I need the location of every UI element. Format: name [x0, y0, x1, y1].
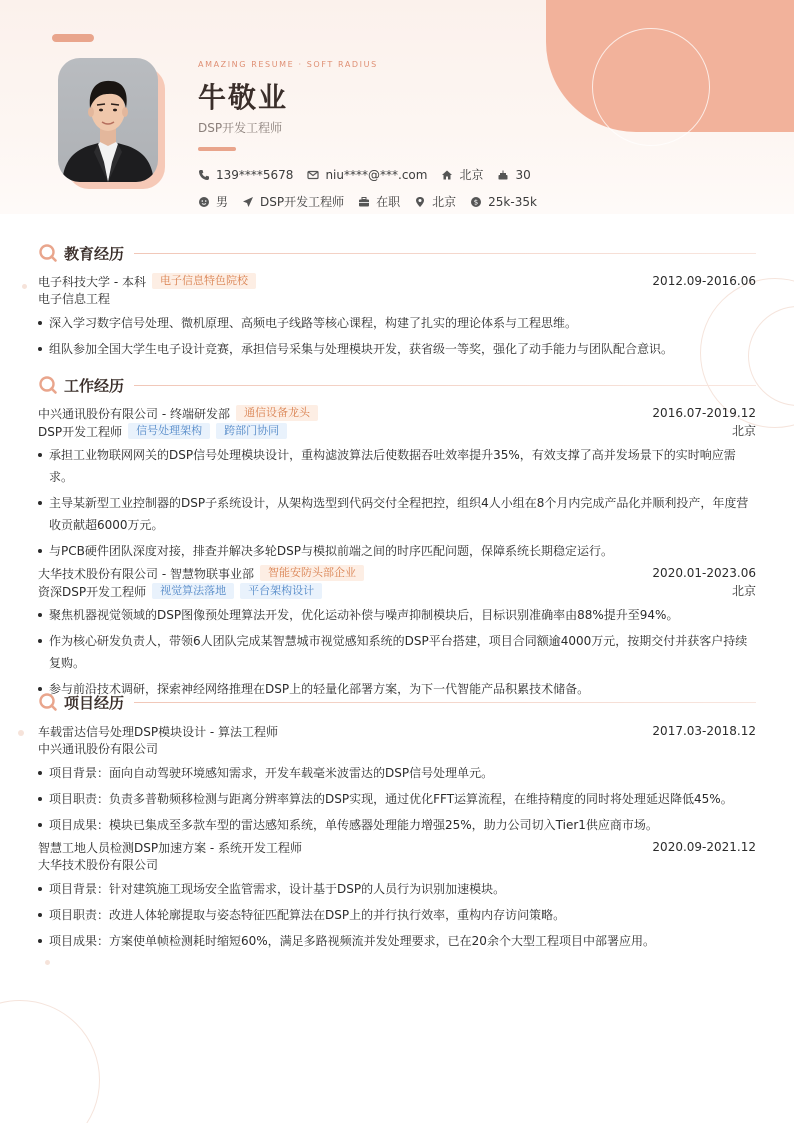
job-city: 北京 — [731, 424, 756, 438]
resume-tagline: AMAZING RESUME · SOFT RADIUS — [198, 60, 378, 69]
project-name: 智慧工地人员检测DSP加速方案 - 系统开发工程师 — [38, 840, 303, 855]
list-item: 与PCB硬件团队深度对接，排查并解决多轮DSP与模拟前端之间的时序匹配问题，保障系统长期稳定运行。 — [38, 540, 756, 562]
section-search-icon — [38, 692, 58, 712]
list-item: 承担工业物联网网关的DSP信号处理模块设计，重构滤波算法后使数据吞吐效率提升35%，有效支撑了高并发场景下的实时响应需求。 — [38, 444, 756, 488]
section-divider — [134, 385, 756, 386]
age-item — [497, 168, 530, 182]
project-period: 2020.09-2021.12 — [652, 840, 756, 854]
intended-city-text: 北京 — [432, 195, 457, 209]
list-item: 项目背景：面向自动驾驶环境感知需求，开发车载毫米波雷达的DSP信号处理单元。 — [38, 762, 756, 784]
list-item: 深入学习数字信号处理、微机原理、高频电子线路等核心课程，构建了扎实的理论体系与工程思维。 — [38, 312, 756, 334]
salary-text: 25k-35k — [488, 194, 537, 209]
company-name: 大华技术股份有限公司 - 智慧物联事业部 — [38, 566, 254, 581]
projects-section-header — [38, 691, 756, 713]
target-job-title: DSP开发工程师 — [198, 121, 283, 135]
svg-text:$: $ — [473, 198, 479, 207]
candidate-name: 牛敬业 — [198, 81, 289, 114]
job-bullets — [38, 604, 756, 700]
list-item: 参与前沿技术调研，探索神经网络推理在DSP上的轻量化部署方案，为下一代智能产品积累技术储备。 — [38, 678, 756, 700]
school-name: 电子科技大学 - 本科 — [38, 274, 146, 289]
project-company: 中兴通讯股份有限公司 — [38, 742, 159, 756]
job-city: 北京 — [731, 584, 756, 598]
list-item: 项目背景：针对建筑施工现场安全监管需求，设计基于DSP的人员行为识别加速模块。 — [38, 878, 756, 900]
hometown-text: 北京 — [459, 168, 484, 182]
intended-city-item — [414, 193, 456, 210]
list-item: 项目成果：方案使单帧检测耗时缩短60%，满足多路视频流并发处理要求，已在20余个大型工程项目中部署应用。 — [38, 930, 756, 952]
intended-job-item — [242, 193, 344, 210]
project-entry-header — [38, 838, 756, 856]
skill-tag: 信号处理架构 — [128, 423, 210, 439]
company-tag: 智能安防头部企业 — [260, 565, 364, 581]
work-section-header — [38, 374, 756, 396]
section-search-icon — [38, 375, 58, 395]
list-item: 项目职责：负责多普勒频移检测与距离分辨率算法的DSP实现，通过优化FFT运算流程，在维持精度的同时将处理延迟降低45%。 — [38, 788, 756, 810]
name-accent-bar — [198, 147, 236, 151]
skill-tag: 跨部门协同 — [216, 423, 287, 439]
briefcase-icon — [358, 196, 370, 208]
job-period: 2016.07-2019.12 — [652, 406, 756, 420]
project-name: 车载雷达信号处理DSP模块设计 - 算法工程师 — [38, 724, 279, 739]
header-decor-ring — [592, 28, 710, 146]
skill-tag: 视觉算法落地 — [152, 583, 234, 599]
list-item: 主导某新型工业控制器的DSP子系统设计，从架构选型到代码交付全程把控，组织4人小组在8个月内完成产品化并顺利投产，年度营收贡献超6000万元。 — [38, 492, 756, 536]
salary-item — [470, 195, 537, 209]
section-search-icon — [38, 243, 58, 263]
education-section — [38, 242, 756, 360]
job-position-row — [38, 422, 756, 440]
home-icon — [441, 169, 453, 181]
header-accent-pill — [52, 34, 94, 42]
decor-ring-bottom-left — [0, 1000, 100, 1123]
projects-section — [38, 691, 756, 952]
intended-job-text: DSP开发工程师 — [260, 195, 345, 209]
decor-dot — [22, 284, 27, 289]
resume-header — [0, 0, 794, 214]
contact-info-row — [198, 166, 545, 183]
education-section-title: 教育经历 — [64, 244, 125, 263]
company-tag: 通信设备龙头 — [236, 405, 318, 421]
job-bullets — [38, 444, 756, 562]
education-period: 2012.09-2016.06 — [652, 274, 756, 288]
section-divider — [134, 253, 756, 254]
project-company: 大华技术股份有限公司 — [38, 858, 159, 872]
company-name: 中兴通讯股份有限公司 - 终端研发部 — [38, 406, 230, 421]
gender-item — [198, 193, 228, 210]
mail-icon — [307, 169, 319, 181]
list-item: 聚焦机器视觉领域的DSP图像预处理算法开发，优化运动补偿与噪声抑制模块后，目标识别准确率由88%提升至94%。 — [38, 604, 756, 626]
education-section-header — [38, 242, 756, 264]
decor-dot — [45, 960, 50, 965]
job-position: 资深DSP开发工程师 — [38, 584, 147, 599]
education-bullets — [38, 312, 756, 360]
list-item: 作为核心研发负责人，带领6人团队完成某智慧城市视觉感知系统的DSP平台搭建，项目合同额逾4000万元，按期交付并获客户持续复购。 — [38, 630, 756, 674]
skill-tag: 平台架构设计 — [240, 583, 322, 599]
work-section-title: 工作经历 — [64, 376, 125, 395]
major: 电子信息工程 — [38, 292, 111, 306]
work-section — [38, 374, 756, 700]
gender-text: 男 — [216, 195, 229, 209]
salary-icon — [470, 196, 482, 208]
send-icon — [242, 196, 254, 208]
project-period: 2017.03-2018.12 — [652, 724, 756, 738]
phone-item[interactable] — [198, 168, 293, 182]
location-icon — [414, 196, 426, 208]
project-bullets — [38, 762, 756, 836]
age-text: 30 — [515, 167, 531, 182]
job-status-item — [358, 193, 400, 210]
list-item: 项目职责：改进人体轮廓提取与姿态特征匹配算法在DSP上的并行执行效率，重构内存访问策略。 — [38, 904, 756, 926]
project-bullets — [38, 878, 756, 952]
section-divider — [134, 702, 756, 703]
avatar-portrait — [58, 58, 158, 182]
phone-text: 139****5678 — [216, 167, 294, 182]
profile-info-row — [198, 193, 551, 210]
education-entry-header — [38, 272, 756, 290]
avatar — [58, 58, 158, 182]
list-item: 组队参加全国大学生电子设计竞赛，承担信号采集与处理模块开发，获省级一等奖，强化了动手能力与团队配合意识。 — [38, 338, 756, 360]
job-position-row — [38, 582, 756, 600]
list-item: 项目成果：模块已集成至多款车型的雷达感知系统，单传感器处理能力增强25%，助力公司切入Tier1供应商市场。 — [38, 814, 756, 836]
job-status-text: 在职 — [376, 195, 401, 209]
projects-section-title: 项目经历 — [64, 693, 125, 712]
cake-icon — [497, 169, 509, 181]
job-period: 2020.01-2023.06 — [652, 566, 756, 580]
hometown-item — [441, 166, 483, 183]
decor-dot — [18, 730, 24, 736]
phone-icon — [198, 169, 210, 181]
project-entry-header — [38, 722, 756, 740]
gender-icon — [198, 196, 210, 208]
job-entry-header — [38, 564, 756, 582]
school-tag: 电子信息特色院校 — [152, 273, 256, 289]
email-text: niu****@***.com — [325, 167, 428, 182]
job-position: DSP开发工程师 — [38, 424, 123, 439]
email-item[interactable] — [307, 168, 427, 182]
job-entry-header — [38, 404, 756, 422]
